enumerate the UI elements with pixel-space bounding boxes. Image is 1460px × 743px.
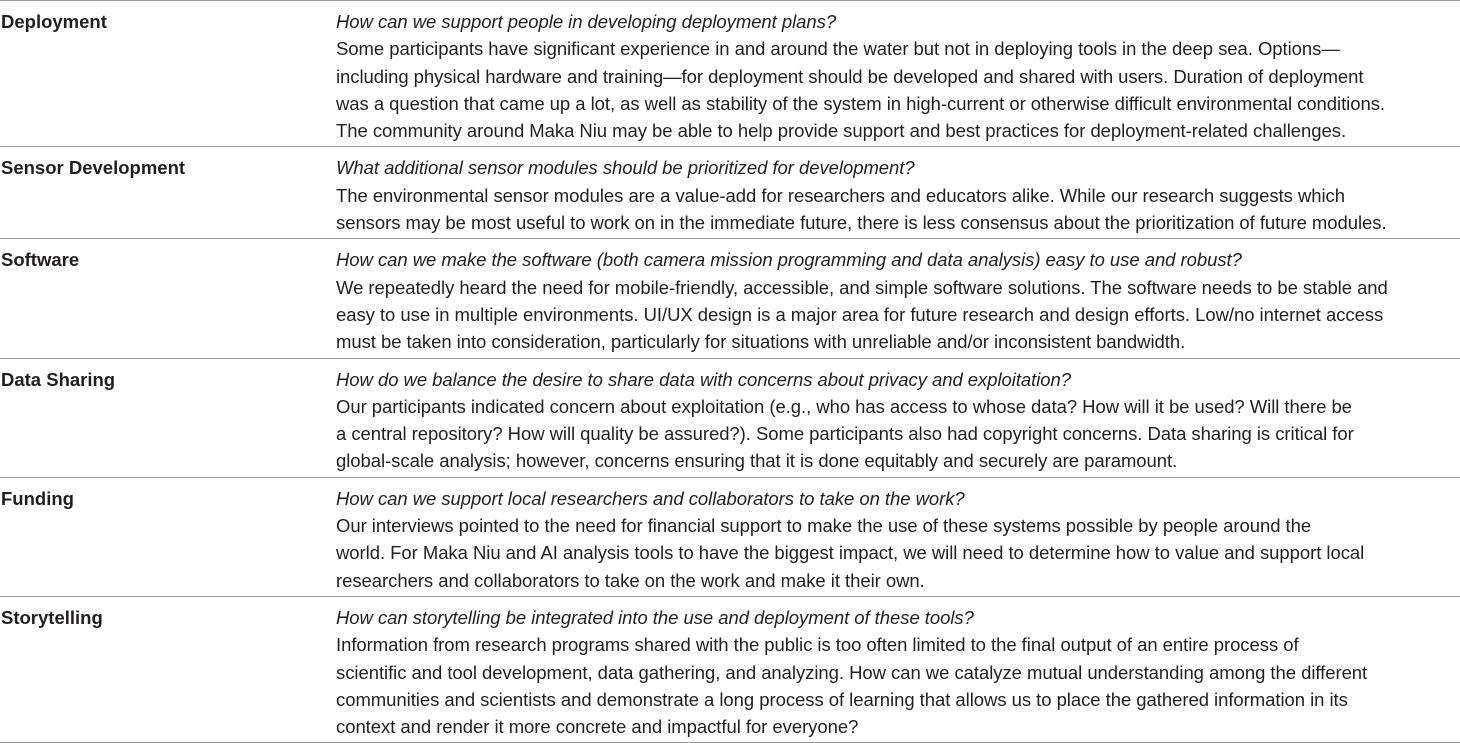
row-description bbox=[336, 35, 1460, 144]
description-line: must be taken into consideration, particularly for situations with unreliable and/or inconsistent bandwidth. bbox=[336, 331, 1186, 353]
row-content bbox=[336, 239, 1460, 357]
description-line: scientific and tool development, data gathering, and analyzing. How can we catalyze mutual understanding among the different bbox=[336, 661, 1368, 683]
row-description bbox=[336, 512, 1460, 594]
description-line: communities and scientists and demonstrate a long process of learning that allows us to place the gathered information in its bbox=[336, 688, 1348, 710]
description-line: The community around Maka Niu may be able to help provide support and best practices for deployment-related challenges. bbox=[336, 120, 1347, 142]
description-line: context and render it more concrete and impactful for everyone? bbox=[336, 716, 859, 738]
row-topic: Storytelling bbox=[1, 606, 103, 628]
description-line: world. For Maka Niu and AI analysis tools to have the biggest impact, we will need to determine how to value and support local bbox=[336, 542, 1365, 564]
row-description bbox=[336, 182, 1460, 237]
row-description bbox=[336, 393, 1460, 475]
description-line: The environmental sensor modules are a value-add for researchers and educators alike. While our research suggests which bbox=[336, 184, 1345, 206]
row-description bbox=[336, 274, 1460, 356]
table-row bbox=[0, 147, 1460, 239]
row-question: How can storytelling be integrated into the use and deployment of these tools? bbox=[336, 606, 974, 628]
description-line: sensors may be most useful to work on in the immediate future, there is less consensus about the prioritization of future modules. bbox=[336, 212, 1387, 234]
row-question: How can we make the software (both camera mission programming and data analysis) easy to use and robust? bbox=[336, 249, 1242, 271]
row-content bbox=[336, 597, 1460, 742]
description-line: Some participants have significant experience in and around the water but not in deploying tools in the deep sea. Options— bbox=[336, 38, 1340, 60]
description-line: Our participants indicated concern about exploitation (e.g., who has access to whose data? How will it be used? Will there be bbox=[336, 395, 1352, 417]
row-question: How can we support local researchers and collaborators to take on the work? bbox=[336, 487, 965, 509]
row-question: What additional sensor modules should be prioritized for development? bbox=[336, 157, 915, 179]
row-topic: Deployment bbox=[1, 11, 107, 32]
row-topic: Sensor Development bbox=[1, 157, 186, 179]
table-row bbox=[0, 239, 1460, 358]
description-line: was a question that came up a lot, as well as stability of the system in high-current or otherwise difficult environmental conditions. bbox=[336, 92, 1386, 114]
description-line: Information from research programs shared with the public is too often limited to the final output of an entire process of bbox=[336, 634, 1299, 656]
row-question: How can we support people in developing deployment plans? bbox=[336, 11, 837, 32]
row-topic: Funding bbox=[1, 487, 74, 509]
table-row bbox=[0, 1, 1460, 147]
description-line: Our interviews pointed to the need for financial support to make the use of these systems possible by people around the bbox=[336, 515, 1312, 537]
table-row bbox=[0, 359, 1460, 478]
row-content bbox=[336, 478, 1460, 596]
description-line: We repeatedly heard the need for mobile-friendly, accessible, and simple software solutions. The software needs to be stable and bbox=[336, 276, 1388, 298]
description-line: including physical hardware and training—for deployment should be developed and shared with users. Duration of deployment bbox=[336, 65, 1364, 87]
row-content bbox=[336, 359, 1460, 477]
row-topic: Data Sharing bbox=[1, 368, 116, 390]
table-row bbox=[0, 597, 1460, 743]
row-topic: Software bbox=[1, 249, 80, 271]
description-line: a central repository? How will quality be assured?). Some participants also had copyright concerns. Data sharing is critical for bbox=[336, 423, 1354, 445]
row-description bbox=[336, 631, 1460, 740]
description-line: global-scale analysis; however, concerns ensuring that it is done equitably and securely are paramount. bbox=[336, 450, 1178, 472]
row-content bbox=[336, 147, 1460, 238]
description-line: researchers and collaborators to take on the work and make it their own. bbox=[336, 569, 925, 591]
row-question: How do we balance the desire to share data with concerns about privacy and exploitation? bbox=[336, 368, 1072, 390]
table-row bbox=[0, 478, 1460, 597]
description-line: easy to use in multiple environments. UI/UX design is a major area for future research and design efforts. Low/no internet access bbox=[336, 303, 1384, 325]
row-content bbox=[336, 1, 1460, 146]
